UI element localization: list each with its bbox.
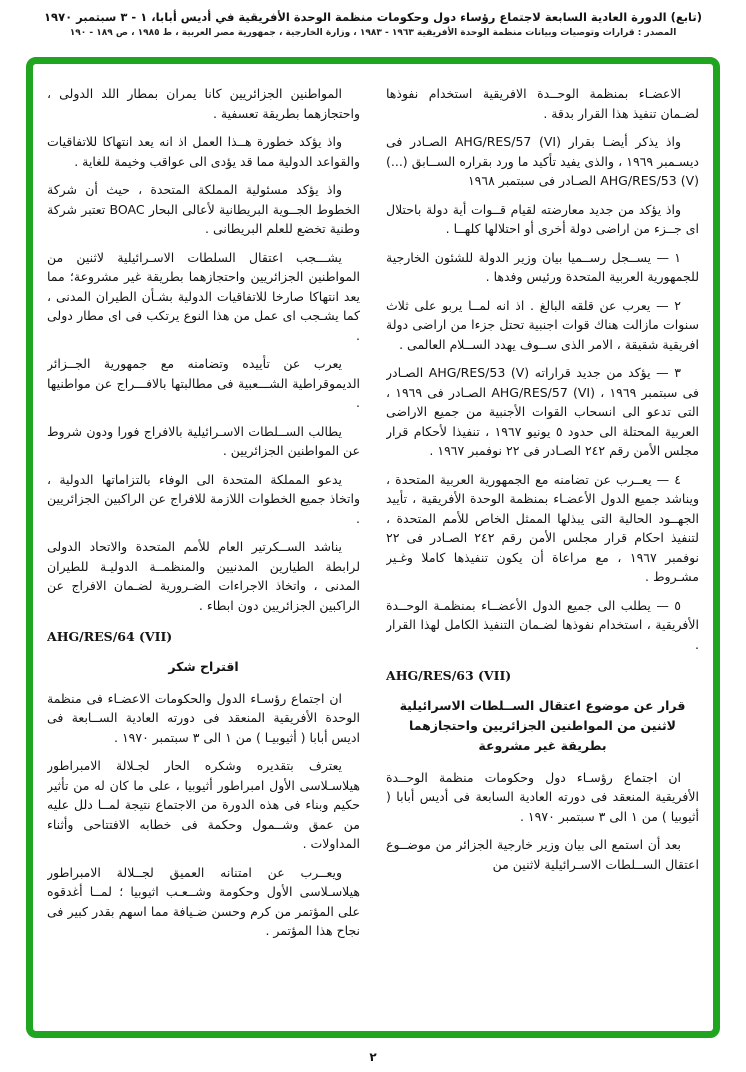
paragraph: يناشد الســكرتير العام للأمم المتحدة والاتحاد الدولى لرابطة الطيارين المدنيين والمنظمــة الدوليـة للطيران المدنى ، واتخاذ الاجراءات الضـرورية لضـمان الافراج عن الراكبين الجزائريين دون ابطاء . bbox=[47, 539, 360, 613]
page-number: ٢ bbox=[369, 1050, 377, 1064]
paragraph: الاعضـاء بمنظمة الوحــدة الافريقية استخدام نفوذها لضـمان تنفيذ هذا القرار بدقة . bbox=[386, 86, 699, 121]
paragraph: ان اجتماع رؤسـاء الدول والحكومات الاعضـاء فى منظمة الوحدة الأفريقية المنعقد فى دورته العادية الســابعة فى اديس أبابا ( أثيوبيـا ) من ١ الى ٣ سبتمبر ١٩٧٠ . bbox=[47, 690, 360, 745]
column-right bbox=[386, 84, 699, 1019]
paragraph: واذ يؤكد خطورة هــذا العمل اذ انه يعد انتهاكا للاتفاقيات والقواعد الدولية مما قد يؤدى الى عواقب وخيمة للغاية . bbox=[47, 134, 360, 169]
numbered-clause: ١ — يســجل رســميا بيان وزير الدولة للشئون الخارجية للجمهورية العربية المتحدة ورئيس وفدها . bbox=[386, 249, 699, 284]
numbered-clause: ٥ — يطلب الى جميع الدول الأعضــاء بمنظمـة الوحــدة الأفريقية ، استخدام نفوذها لضـمان التنفيذ الكامل لهذا القرار . bbox=[386, 597, 699, 652]
document-header bbox=[0, 0, 746, 38]
paragraph: بعد أن استمع الى بيان وزير خارجية الجزائر من موضــوع اعتقال الســلطات الاسـرائيلية لاثنين من bbox=[386, 837, 699, 872]
paragraph: يعرب عن تأييده وتضامنه مع جمهورية الجــزائر الديموقراطية الشـــعبية فى مطالبتها بالافـــراج عن مواطنيها . bbox=[47, 356, 360, 410]
numbered-clause: ٤ — يعــرب عن تضامنه مع الجمهورية العربية المتحدة ، ويناشد جميع الدول الأعضـاء بمنظمة الوحدة الأفريقية ، تأييد الجهــود الحالية التى يبذلها الممثل الخاص للأمم المتحدة ، لتنفيذ احكام قرار مجلس الأمن رقم ٢٤٢ الصـادر فى ٢٢ نوفمبر ١٩٦٧ ، مع مراعاة أن يكون تنفيذها كاملا وغـير مشـروط . bbox=[386, 471, 699, 584]
numbered-clause: ٢ — يعرب عن قلقه البالغ . اذ انه لمــا يربو على ثلاث سنوات مازالت هناك قوات اجنبية تحتل جزءا من اراضى دولة افريقية شقيقة ، الامر الذى ســوف يهدد الســلام العالمى . bbox=[386, 297, 699, 352]
paragraph: المواطنين الجزائريين كانا يمران بمطار اللد الدولى ، واحتجازهما بطريقة تعسفية . bbox=[47, 86, 360, 121]
numbered-clause: ٣ — يؤكد من جديد قراراته AHG/RES/53 (V) الصـادر فى سبتمبر ١٩٦٩ ، AHG/RES/57 (VI) الصـادر فى ١٩٦٩ ، التى تدعو الى انسحاب القوات الأجنبية من جميع الاراضى العربية المحتلة الى حدود ٥ يونيو ١٩٦٧ ، تنفيذا لأحكام قرار مجلس الأمن رقم ٢٤٢ الصـادر فى ٢٢ نوفمبر ١٩٦٧ . bbox=[386, 365, 699, 458]
column-left bbox=[47, 84, 360, 1019]
paragraph: ان اجتماع رؤسـاء دول وحكومات منظمة الوحــدة الأفريقية المنعقد فى دورته العادية السابعة فى أديس أبابا ( أثيوبيا ) من ١ الى ٣ سبتمبر ١٩٧٠ . bbox=[386, 769, 699, 824]
resolution-title: قرار عن موضوع اعتقال الســلطات الاسرائيلية لاثنين من المواطنين الجزائريين واحتجازهما بطريقة غير مشروعة bbox=[399, 697, 686, 753]
text-columns bbox=[47, 84, 699, 1019]
resolution-title: اقتراح شكر bbox=[168, 658, 239, 674]
paragraph: يدعو المملكة المتحدة الى الوفاء بالتزاماتها الدولية ، واتخاذ جميع الخطوات اللازمة للافراج عن الراكبين الجزائريين . bbox=[47, 471, 360, 526]
page-border-frame bbox=[26, 57, 720, 1038]
paragraph: واذ يؤكد من جديد معارضته لقيام قــوات أية دولة باحتلال اى جــزء من اراضى دولة أخرى أو احتلالها كلهــا . bbox=[386, 201, 699, 236]
resolution-code: AHG/RES/63 (VII) bbox=[386, 668, 512, 683]
header-title: (تابع) الدورة العادية السابعة لاجتماع رؤساء دول وحكومات منظمة الوحدة الأفريقية في أديس أبابا، ١ - ٣ سبتمبر ١٩٧٠ bbox=[44, 10, 702, 24]
paragraph: يطالب الســلطات الاسـرائيلية بالافراج فورا ودون شروط عن المواطنين الجزائريين . bbox=[47, 423, 360, 458]
header-source-line: المصدر : قرارات وتوصيات وبيانات منظمة الوحدة الأفريقية ١٩٦٣ - ١٩٨٣ ، وزارة الخارجية ، جمهورية مصر العربية ، ط ١٩٨٥ ، ص ١٨٩ - ١٩٠ bbox=[69, 28, 677, 39]
paragraph: واذ يؤكد مسئولية المملكة المتحدة ، حيث أن شركة الخطوط الجــوية البريطانية لأعالى البحار BOAC تعتبر شركة وطنية تخضع للعلم البريطانى . bbox=[47, 182, 360, 236]
paragraph: يشـــجب اعتقال السلطات الاسـرائيلية لاثنين من المواطنين الجزائريين واحتجازهما بطريقة غير مشروعة؛ مما يعد انتهاكا صارخا للاتفاقيات الدولية بشـأن الطيران المدنى ، كما يشـجب اى عمل من هذا النوع يرتكب فى اى مطار دولى . bbox=[47, 249, 360, 343]
paragraph: واذ يذكر أيضـا بقرار AHG/RES/57 (VI) الصـادر فى ديسـمبر ١٩٦٩ ، والذى يفيد تأكيد ما ورد بقراره الســابق (...) AHG/RES/53 (V) الصـادر فى سبتمبر ١٩٦٨ bbox=[386, 134, 699, 188]
paragraph: يعترف بتقديره وشكره الحار لجـلالة الامبراطور هيلاسـلاسى الأول امبراطور أثيوبيا ، على ما كان له من تأثير حكيم وبناء فى هذه الدورة من الاجتماع نتيجة لمــا دلل عليه من عمق وشــمول وحكمة فى خطابه الافتتاحى وأثناء المداولات . bbox=[47, 758, 360, 851]
resolution-code: AHG/RES/64 (VII) bbox=[47, 629, 173, 644]
paragraph: ويعــرب عن امتنانه العميق لجــلالة الامبراطور هيلاسـلاسى الأول وحكومة وشــعـب اثيوبيا ؛ لمــا أغدقوه على المؤتمر من كرم وحسن ضـيافة مما اسهم بقدر كبير فى نجاح هذا المؤتمر . bbox=[47, 864, 360, 938]
